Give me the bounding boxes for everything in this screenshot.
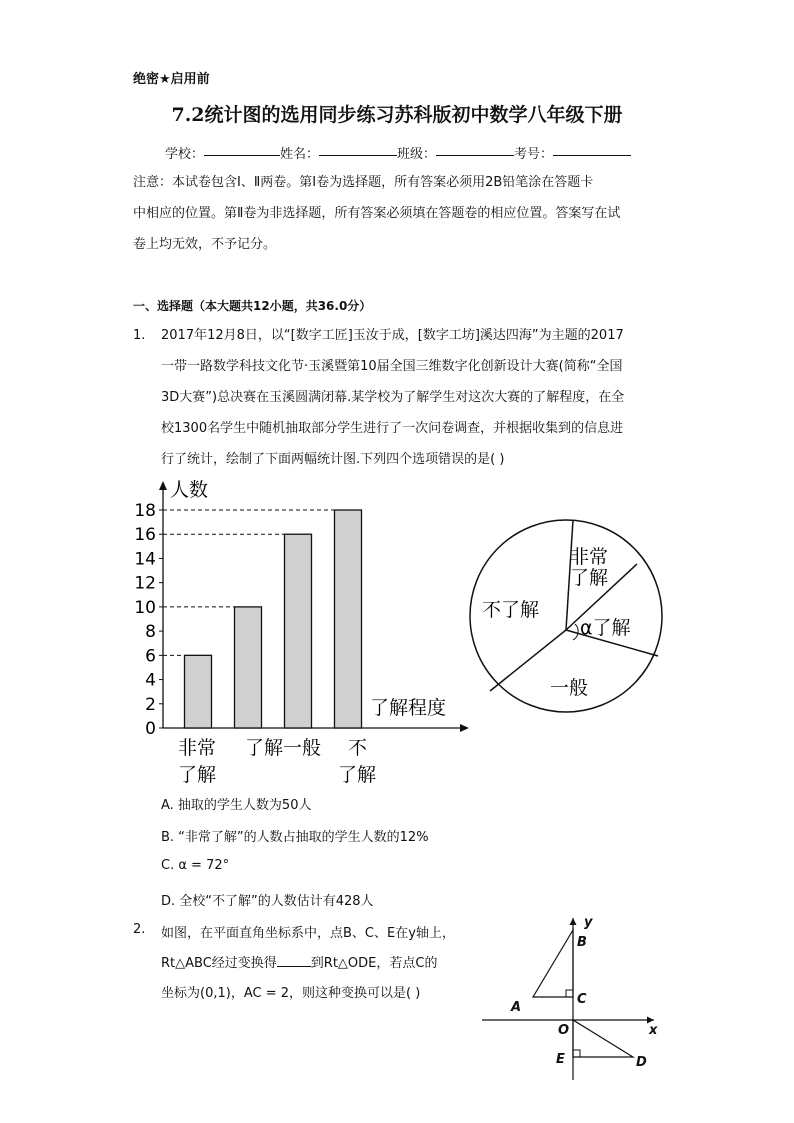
bar [185,655,212,728]
label-d: D [636,1055,647,1070]
student-info-row [165,143,631,162]
question-2-number: 2. [133,922,146,937]
option-a[interactable]: A. 抽取的学生人数为50人 [161,798,312,813]
bar [335,510,362,728]
pie-chart [466,516,666,716]
bar-chart [130,478,480,790]
y-axis-arrow [159,481,167,490]
section-heading: 一、选择题（本大题共12小题，共36.0分） [133,299,372,313]
question-2-line: 坐标为(0,1)，AC = 2，则这种变换可以是( ) [161,986,421,1001]
name-field[interactable] [319,143,397,156]
triangle-abc [533,930,573,997]
school-field[interactable] [204,143,280,156]
y-tick-label: 6 [145,646,156,667]
option-b[interactable]: B. “非常了解”的人数占抽取的学生人数的12% [161,830,429,845]
question-line: 校1300名学生中随机抽取部分学生进行了一次问卷调查，并根据收集到的信息进 [161,421,624,436]
question-1-number: 1. [133,328,146,343]
y-tick-label: 10 [134,597,156,618]
name-label: 姓名： [280,147,320,162]
notice-line: 卷上均无效，不予记分。 [133,237,277,252]
x-axis-arrow [460,724,469,732]
notice-line: 注意：本试卷包含Ⅰ、Ⅱ两卷。第Ⅰ卷为选择题，所有答案必须用2B铅笔涂在答题卡 [133,175,594,190]
question-2-line: 如图，在平面直角坐标系中，点B、C、E在y轴上， [161,926,455,941]
x-category-label: 一般 [283,737,322,759]
label-b: B [577,935,587,950]
pie-label: 了解 [570,567,609,589]
exam-number-label: 考号： [514,147,554,162]
pie-label: 一般 [550,677,589,699]
bar [285,534,312,728]
page-title: 7.2统计图的选用同步练习苏科版初中数学八年级下册 [171,104,623,126]
x-category-label: 了解 [245,737,284,759]
question-line: 3D大赛”)总决赛在玉溪圆满闭幕.某学校为了解学生对这次大赛的了解程度，在全 [161,390,625,405]
label-e: E [556,1052,565,1067]
pie-label: 非常 [570,546,609,568]
question-1-text [161,320,681,475]
x-category-label: 不 [348,737,368,759]
question-line: 行了统计，绘制了下面两幅统计图.下列四个选项错误的是( ) [161,452,505,467]
triangle-ode [573,1020,633,1057]
x-category-label: 了解 [338,764,377,786]
question-2-text: Rt△ABC经过变换得 [161,956,277,971]
label-x: x [649,1023,658,1038]
question-2-line [161,952,437,971]
label-c: C [577,992,587,1007]
x-axis-label: 了解程度 [370,697,447,719]
school-label: 学校： [165,147,205,162]
y-axis-label: 人数 [170,479,209,501]
right-angle-c [566,990,573,997]
y-tick-label: 14 [134,549,156,570]
option-d[interactable]: D. 全校“不了解”的人数估计有428人 [161,894,374,909]
confidential-label: 绝密★启用前 [133,72,210,87]
y-tick-label: 12 [134,573,156,594]
y-tick-label: 0 [145,719,156,739]
label-a: A [511,1000,522,1015]
class-label: 班级： [397,147,437,162]
question-line: 2017年12月8日，以“[数字工匠]玉汝于成，[数字工坊]溪达四海”为主题的2017 [161,328,624,343]
answer-blank[interactable] [277,956,311,967]
y-tick-label: 8 [145,622,156,643]
right-angle-e [573,1050,580,1057]
y-tick-label: 2 [145,694,156,715]
option-c[interactable]: C. α = 72° [161,858,230,873]
y-tick-label: 4 [145,670,156,691]
class-field[interactable] [436,143,514,156]
y-tick-label: 16 [134,525,156,546]
exam-notice [133,167,673,260]
pie-label: 不了解 [482,599,540,621]
label-o: O [558,1023,570,1038]
pie-label: α了解 [580,617,631,639]
coordinate-figure [478,910,668,1082]
y-tick-label: 18 [134,501,156,521]
x-category-label: 非常 [178,737,217,759]
bar [235,607,262,728]
x-category-label: 了解 [178,764,217,786]
label-y: y [584,915,593,930]
notice-line: 中相应的位置。第Ⅱ卷为非选择题，所有答案必须填在答题卷的相应位置。答案写在试 [133,206,621,221]
question-2-text: 到Rt△ODE，若点C的 [310,956,438,971]
question-line: 一带一路数学科技文化节·玉溪暨第10届全国三维数字化创新设计大赛(简称“全国 [161,359,623,374]
exam-number-field[interactable] [553,143,631,156]
